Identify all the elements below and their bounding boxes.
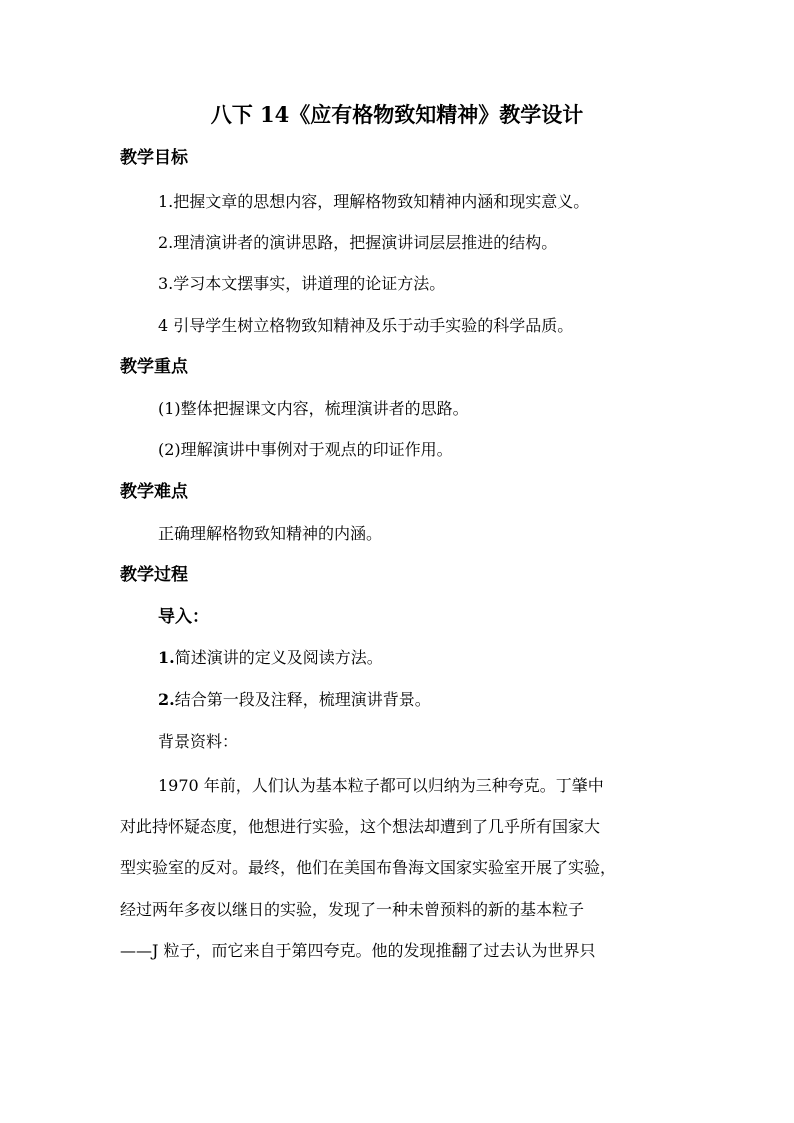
section-heading-process: 教学过程 [120, 565, 188, 585]
background-paragraph [120, 765, 675, 971]
section-heading-difficulty: 教学难点 [120, 482, 188, 502]
key-point-item: (1)整体把握课文内容，梳理演讲者的思路。 [158, 399, 469, 418]
process-step [158, 687, 431, 713]
paragraph-line: 型实验室的反对。最终，他们在美国布鲁海文国家实验室开展了实验， [120, 858, 617, 878]
goal-item: 2.理清演讲者的演讲思路，把握演讲词层层推进的结构。 [158, 233, 558, 252]
document-title: 八下 14《应有格物致知精神》教学设计 [210, 102, 584, 127]
background-label: 背景资料： [158, 732, 239, 751]
difficulty-item: 正确理解格物致知精神的内涵。 [158, 524, 383, 543]
paragraph-line: 1970 年前，人们认为基本粒子都可以归纳为三种夸克。丁肇中 [158, 776, 604, 795]
goal-item: 4 引导学生树立格物致知精神及乐于动手实验的科学品质。 [158, 316, 574, 335]
goal-item: 1.把握文章的思想内容，理解格物致知精神内涵和现实意义。 [158, 192, 590, 211]
section-heading-key-points: 教学重点 [120, 357, 188, 377]
step-number: 1. [158, 648, 175, 667]
intro-label: 导入： [158, 607, 209, 627]
paragraph-line: ——J 粒子，而它来自于第四夸克。他的发现推翻了过去认为世界只 [120, 940, 596, 960]
step-text: 结合第一段及注释，梳理演讲背景。 [174, 690, 431, 709]
section-heading-goals: 教学目标 [120, 148, 188, 168]
process-step [158, 645, 383, 671]
key-point-item: (2)理解演讲中事例对于观点的印证作用。 [158, 440, 453, 459]
paragraph-line: 经过两年多夜以继日的实验，发现了一种未曾预料的新的基本粒子 [120, 899, 585, 919]
paragraph-line: 对此持怀疑态度，他想进行实验，这个想法却遭到了几乎所有国家大 [120, 817, 601, 837]
goal-item: 3.学习本文摆事实，讲道理的论证方法。 [158, 274, 446, 293]
step-number: 2. [158, 690, 175, 709]
step-text: 简述演讲的定义及阅读方法。 [174, 648, 383, 667]
